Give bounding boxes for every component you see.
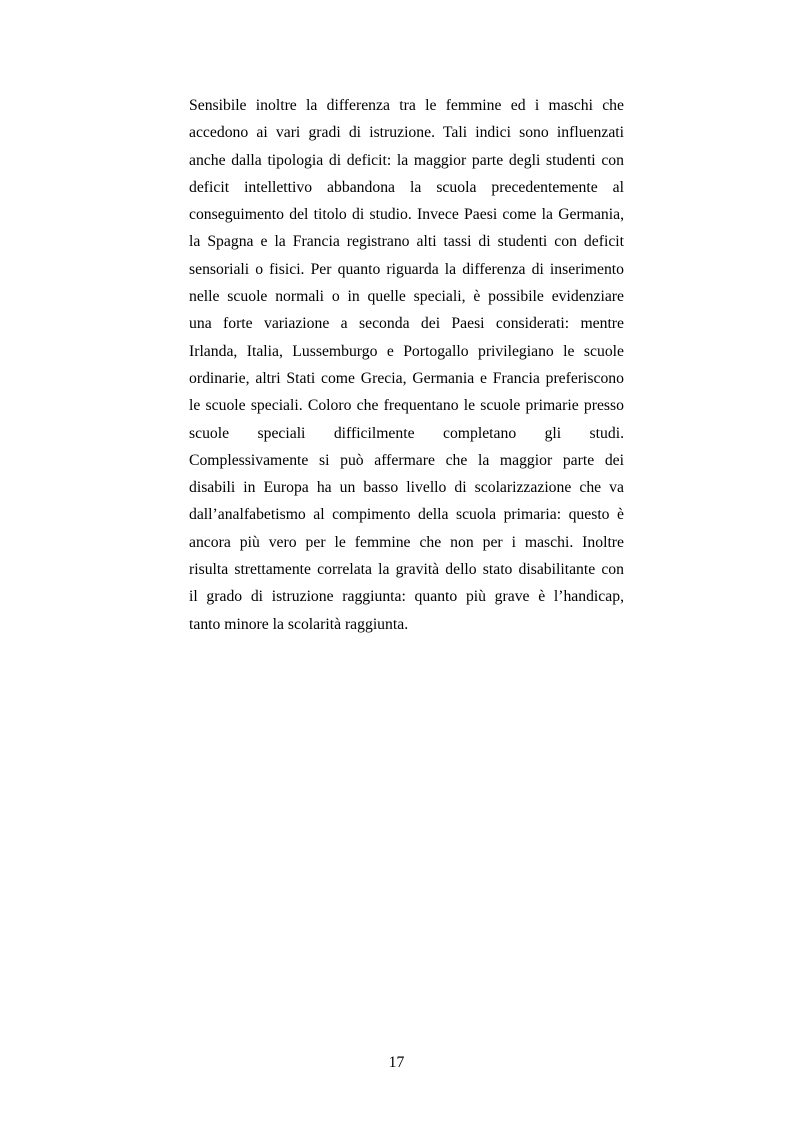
paragraph-line: ordinarie, altri Stati come Grecia, Germania e Francia preferiscono bbox=[189, 369, 624, 387]
paragraph-line: risulta strettamente correlata la gravità dello stato disabilitante con bbox=[189, 561, 624, 579]
paragraph-line: sensoriali o fisici. Per quanto riguarda la differenza di inserimento bbox=[189, 260, 624, 278]
paragraph-line: la Spagna e la Francia registrano alti tassi di studenti con deficit bbox=[189, 233, 624, 251]
paragraph-line: Sensibile inoltre la differenza tra le femmine ed i maschi che bbox=[189, 97, 624, 114]
paragraph-line: disabili in Europa ha un basso livello di scolarizzazione che va bbox=[189, 479, 624, 497]
paragraph-line: deficit intellettivo abbandona la scuola precedentemente al bbox=[189, 178, 624, 196]
paragraph-line: una forte variazione a seconda dei Paesi considerati: mentre bbox=[189, 315, 624, 333]
paragraph-line: Complessivamente si può affermare che la maggior parte dei bbox=[189, 451, 624, 469]
paragraph-line: conseguimento del titolo di studio. Invece Paesi come la Germania, bbox=[189, 206, 624, 224]
paragraph-line: anche dalla tipologia di deficit: la maggior parte degli studenti con bbox=[189, 151, 624, 169]
paragraph-line: Irlanda, Italia, Lussemburgo e Portogallo privilegiano le scuole bbox=[189, 342, 624, 360]
paragraph-line: scuole speciali difficilmente completano gli studi. bbox=[189, 424, 624, 442]
paragraph-line: il grado di istruzione raggiunta: quanto più grave è l’handicap, bbox=[189, 588, 624, 606]
page-number: 17 bbox=[388, 1054, 405, 1071]
paragraph-line: dall’analfabetismo al compimento della scuola primaria: questo è bbox=[189, 506, 624, 524]
paragraph-line: le scuole speciali. Coloro che frequentano le scuole primarie presso bbox=[189, 397, 624, 415]
paragraph-line: tanto minore la scolarità raggiunta. bbox=[189, 615, 409, 633]
body-paragraph bbox=[189, 92, 624, 638]
paragraph-line: accedono ai vari gradi di istruzione. Tali indici sono influenzati bbox=[189, 124, 624, 142]
paragraph-line: nelle scuole normali o in quelle speciali, è possibile evidenziare bbox=[189, 288, 624, 306]
paragraph-line: ancora più vero per le femmine che non per i maschi. Inoltre bbox=[189, 533, 624, 551]
